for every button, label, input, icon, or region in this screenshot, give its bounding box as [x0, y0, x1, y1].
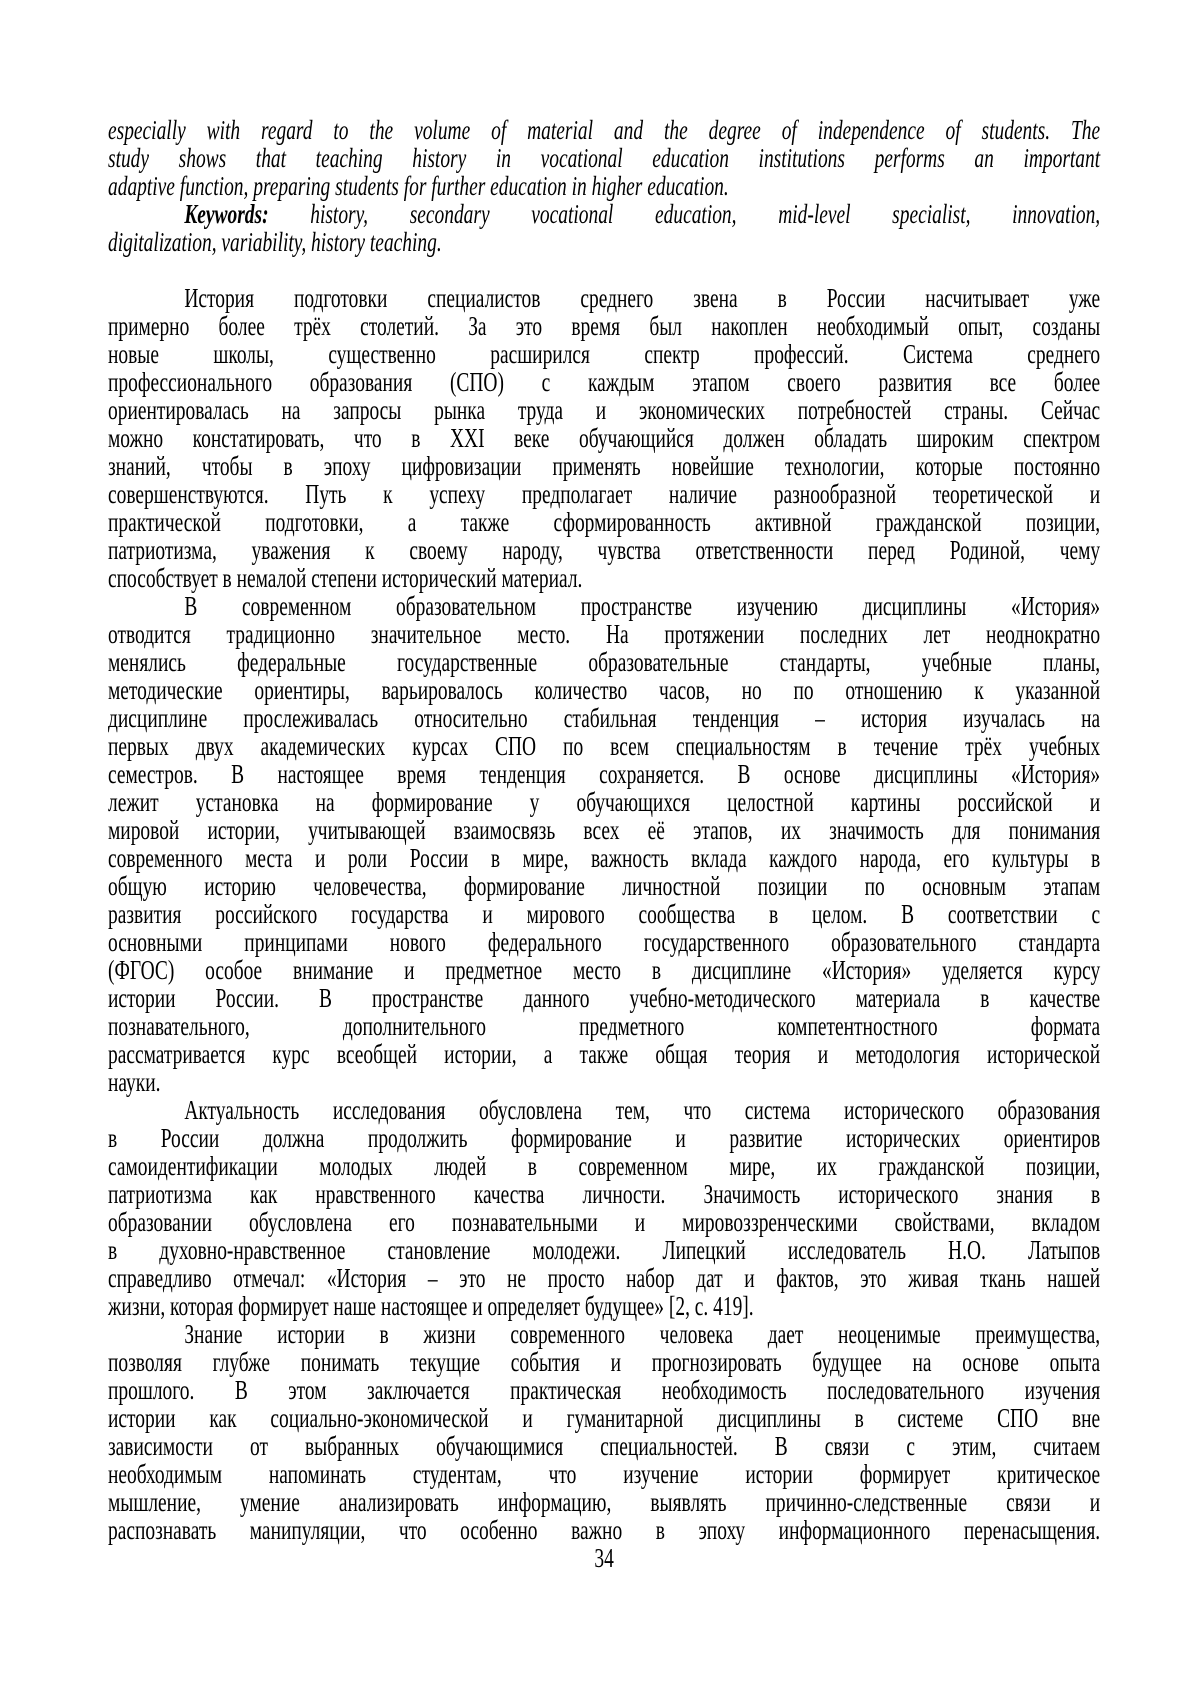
body-paragraph-3 [108, 1096, 1100, 1320]
text-line: можно констатировать, что в XXI веке обучающийся должен обладать широким спектром [108, 423, 1101, 453]
text-line: совершенствуются. Путь к успеху предполагает наличие разнообразной теоретической и [108, 479, 1101, 509]
body-paragraph-2 [108, 592, 1100, 1096]
text-line: digitalization, variability, history teaching. [108, 227, 442, 257]
text-line: в духовно-нравственное становление молодежи. Липецкий исследователь Н.О. Латыпов [108, 1235, 1101, 1265]
text-line: Знание истории в жизни современного человека дает неоценимые преимущества, [184, 1319, 1101, 1349]
text-line: мировой истории, учитывающей взаимосвязь всех её этапов, их значимость для понимания [108, 815, 1101, 845]
text-line: распознавать манипуляции, что особенно важно в эпоху информационного перенасыщения. [108, 1515, 1101, 1545]
text-block [108, 116, 1100, 1572]
text-line: менялись федеральные государственные образовательные стандарты, учебные планы, [108, 647, 1101, 677]
text-line: новые школы, существенно расширился спектр профессий. Система среднего [108, 339, 1101, 369]
abstract-continuation-paragraph [108, 116, 1100, 200]
text-line: необходимым напоминать студентам, что изучение истории формирует критическое [108, 1459, 1101, 1489]
text-line: образовании обусловлена его познавательными и мировоззренческими свойствами, вкладом [108, 1207, 1101, 1237]
text-line: истории как социально-экономической и гуманитарной дисциплины в системе СПО вне [108, 1403, 1101, 1433]
text-line: мышление, умение анализировать информацию, выявлять причинно-следственные связи и [108, 1487, 1101, 1517]
text-line: патриотизма как нравственного качества личности. Значимость исторического знания в [108, 1179, 1101, 1209]
text-line: современного места и роли России в мире, важность вклада каждого народа, его культуры в [108, 843, 1101, 873]
text-line: способствует в немалой степени исторический материал. [108, 563, 583, 593]
text-line: Keywords: history, secondary vocational education, mid-level specialist, innovation, [184, 199, 1101, 229]
body-paragraph-1 [108, 284, 1100, 592]
text-line: Актуальность исследования обусловлена тем, что система исторического образования [184, 1095, 1101, 1125]
text-line: науки. [108, 1067, 161, 1097]
text-line: основными принципами нового федерального государственного образовательного стандарта [108, 927, 1101, 957]
text-line: первых двух академических курсах СПО по всем специальностям в течение трёх учебных [108, 731, 1101, 761]
text-line: прошлого. В этом заключается практическая необходимость последовательного изучения [108, 1375, 1101, 1405]
text-line: самоидентификации молодых людей в современном мире, их гражданской позиции, [108, 1151, 1101, 1181]
text-line: отводится традиционно значительное место. На протяжении последних лет неоднократно [108, 619, 1101, 649]
text-line: ориентировалась на запросы рынка труда и экономических потребностей страны. Сейчас [108, 395, 1101, 425]
text-line: жизни, которая формирует наше настоящее и определяет будущее» [2, с. 419]. [108, 1291, 754, 1321]
text-line: especially with regard to the volume of material and the degree of independence of students. The [108, 115, 1101, 145]
body-paragraph-4 [108, 1320, 1100, 1544]
keywords-label: Keywords: [184, 199, 269, 229]
text-line: профессионального образования (СПО) с каждым этапом своего развития все более [108, 367, 1101, 397]
text-line: познавательного, дополнительного предметного компетентностного формата [108, 1011, 1101, 1041]
text-line: зависимости от выбранных обучающимися специальностей. В связи с этим, считаем [108, 1431, 1101, 1461]
page-number-row [108, 1544, 1100, 1572]
text-line: История подготовки специалистов среднего звена в России насчитывает уже [184, 283, 1101, 313]
text-line: методические ориентиры, варьировалось количество часов, но по отношению к указанной [108, 675, 1101, 705]
text-line: позволяя глубже понимать текущие события и прогнозировать будущее на основе опыта [108, 1347, 1101, 1377]
text-line: В современном образовательном пространстве изучению дисциплины «История» [184, 591, 1101, 621]
text-line: практической подготовки, а также сформированность активной гражданской позиции, [108, 507, 1101, 537]
page-number: 34 [594, 1543, 614, 1573]
text-line: дисциплине прослеживалась относительно стабильная тенденция – история изучалась на [108, 703, 1101, 733]
text-line: adaptive function, preparing students for further education in higher education. [108, 171, 729, 201]
text-line: рассматривается курс всеобщей истории, а также общая теория и методология исторической [108, 1039, 1101, 1069]
text-line: общую историю человечества, формирование личностной позиции по основным этапам [108, 871, 1101, 901]
text-line: в России должна продолжить формирование и развитие исторических ориентиров [108, 1123, 1101, 1153]
text-line: (ФГОС) особое внимание и предметное место в дисциплине «История» уделяется курсу [108, 955, 1101, 985]
text-line: патриотизма, уважения к своему народу, чувства ответственности перед Родиной, чему [108, 535, 1101, 565]
text-line: примерно более трёх столетий. За это время был накоплен необходимый опыт, созданы [108, 311, 1101, 341]
text-line: развития российского государства и мирового сообщества в целом. В соответствии с [108, 899, 1101, 929]
text-line: знаний, чтобы в эпоху цифровизации применять новейшие технологии, которые постоянно [108, 451, 1101, 481]
keywords-paragraph [108, 200, 1100, 256]
text-line: study shows that teaching history in vocational education institutions performs an important [108, 143, 1101, 173]
text-line: истории России. В пространстве данного учебно-методического материала в качестве [108, 983, 1101, 1013]
text-line: семестров. В настоящее время тенденция сохраняется. В основе дисциплины «История» [108, 759, 1101, 789]
text-line: справедливо отмечал: «История – это не просто набор дат и фактов, это живая ткань нашей [108, 1263, 1101, 1293]
text-line: лежит установка на формирование у обучающихся целостной картины российской и [108, 787, 1101, 817]
